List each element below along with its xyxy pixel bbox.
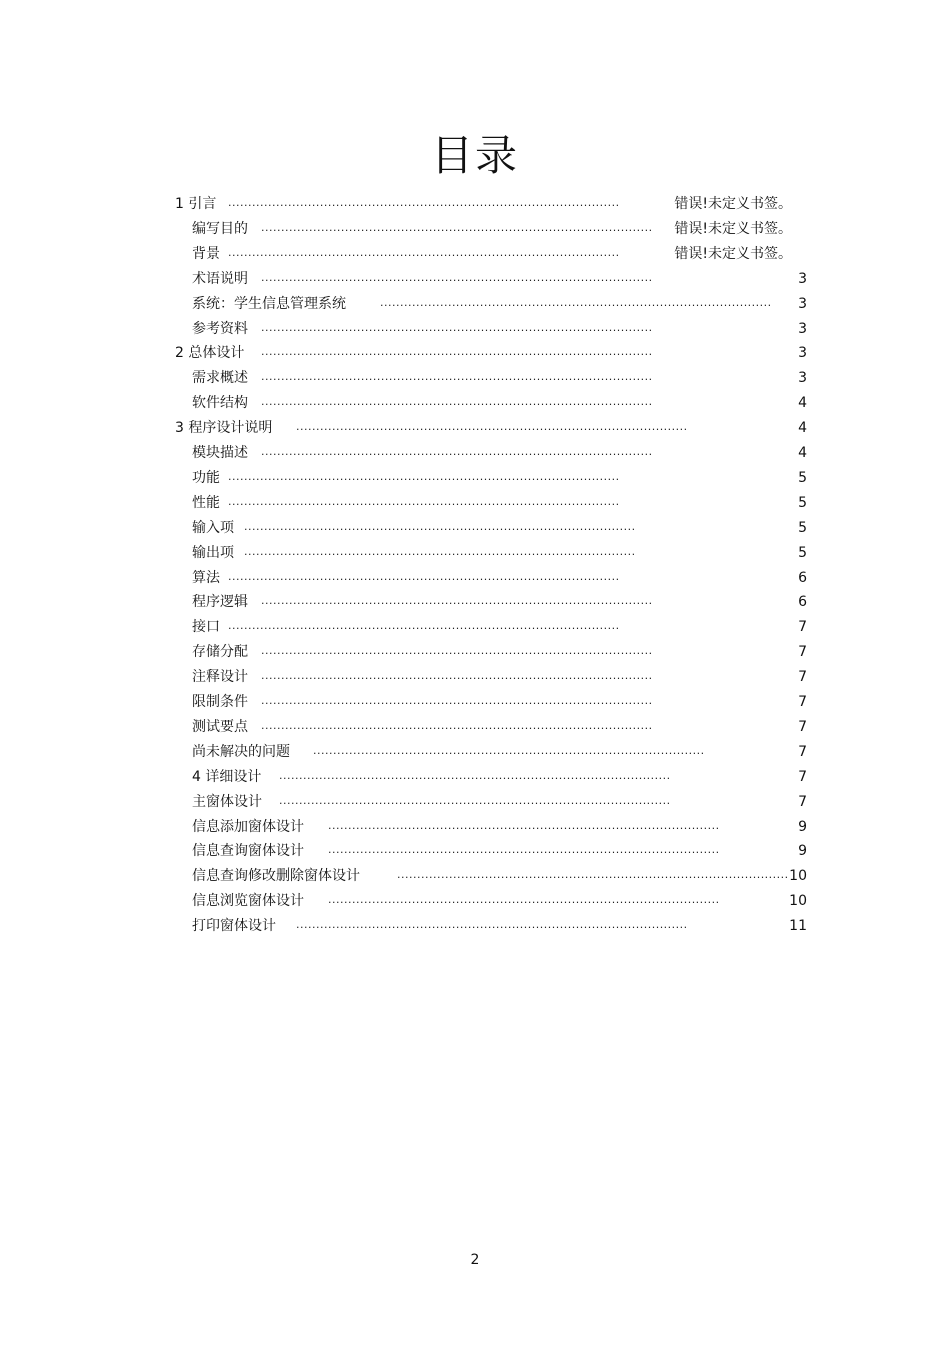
- toc-entry-page: 7: [798, 718, 807, 735]
- toc-entry-page: 10: [789, 868, 807, 885]
- toc-entry-page: 7: [798, 619, 807, 636]
- toc-dot-leader: ..................................................................................................: [380, 295, 772, 309]
- toc-entry-label: 编写目的: [192, 220, 248, 237]
- toc-row[interactable]: [0, 292, 950, 316]
- toc-entry-label: 限制条件: [192, 694, 248, 710]
- toc-row[interactable]: [0, 740, 950, 764]
- toc-entry-page: 7: [798, 768, 807, 785]
- toc-entry-label: 3 程序设计说明: [175, 420, 273, 437]
- toc-row[interactable]: [0, 541, 950, 565]
- toc-entry-label: 输入项: [192, 519, 234, 536]
- toc-row[interactable]: [0, 566, 950, 590]
- toc-entry-page: 3: [798, 370, 807, 387]
- toc-entry-label: 程序逻辑: [192, 594, 248, 611]
- toc-entry-page: 7: [798, 694, 807, 710]
- toc-row[interactable]: [0, 889, 950, 913]
- toc-dot-leader: ..................................................................................................: [244, 519, 636, 533]
- toc-entry-page: 5: [798, 494, 807, 511]
- toc-title: 目录: [430, 131, 519, 180]
- toc-entry-page: 6: [798, 569, 807, 586]
- toc-dot-leader: ..................................................................................................: [244, 544, 636, 558]
- toc-entry-label: 信息浏览窗体设计: [192, 893, 304, 910]
- toc-entry-page: 5: [798, 519, 807, 536]
- toc-entry-page: 4: [798, 445, 807, 461]
- toc-dot-leader: ..................................................................................................: [228, 245, 620, 259]
- toc-entry-label: 主窗体设计: [192, 793, 262, 810]
- toc-entry-label: 信息查询窗体设计: [192, 843, 304, 860]
- toc-dot-leader: ..................................................................................................: [313, 743, 705, 757]
- toc-entry-page: 3: [798, 345, 807, 362]
- toc-entry-label: 术语说明: [192, 270, 248, 287]
- toc-dot-leader: ..................................................................................................: [328, 843, 720, 857]
- toc-row[interactable]: [0, 217, 950, 241]
- toc-entry-page: 6: [798, 594, 807, 611]
- toc-row[interactable]: [0, 466, 950, 490]
- toc-row[interactable]: [0, 391, 950, 415]
- toc-row[interactable]: [0, 192, 950, 216]
- toc-row[interactable]: [0, 690, 950, 714]
- toc-dot-leader: ..................................................................................................: [261, 718, 653, 732]
- toc-dot-leader: ..................................................................................................: [261, 370, 653, 384]
- toc-row[interactable]: [0, 715, 950, 739]
- toc-row[interactable]: [0, 665, 950, 689]
- toc-row[interactable]: [0, 267, 950, 291]
- toc-entry-label: 性能: [192, 494, 220, 511]
- toc-row[interactable]: [0, 341, 950, 365]
- table-of-contents: [0, 192, 950, 952]
- toc-entry-page: 错误!未定义书签。: [674, 245, 792, 262]
- toc-entry-label: 测试要点: [192, 718, 248, 735]
- toc-entry-label: 参考资料: [192, 320, 248, 337]
- toc-entry-label: 需求概述: [192, 370, 248, 387]
- toc-row[interactable]: [0, 242, 950, 266]
- toc-entry-label: 注释设计: [192, 669, 248, 686]
- toc-entry-page: 3: [798, 295, 807, 312]
- toc-entry-label: 2 总体设计: [175, 345, 245, 362]
- toc-dot-leader: ..................................................................................................: [296, 918, 688, 932]
- page-number: 2: [470, 1252, 480, 1268]
- toc-entry-page: 11: [789, 918, 807, 935]
- toc-row[interactable]: [0, 441, 950, 465]
- toc-entry-page: 7: [798, 793, 807, 810]
- toc-entry-label: 4 详细设计: [192, 768, 262, 785]
- toc-entry-label: 信息添加窗体设计: [192, 818, 304, 835]
- toc-row[interactable]: [0, 516, 950, 540]
- toc-entry-label: 信息查询修改删除窗体设计: [192, 868, 360, 885]
- toc-dot-leader: ..................................................................................................: [261, 395, 653, 409]
- toc-entry-label: 1 引言: [175, 196, 217, 212]
- toc-dot-leader: ..................................................................................................: [261, 594, 653, 608]
- toc-entry-label: 算法: [192, 569, 220, 586]
- toc-dot-leader: ..................................................................................................: [279, 793, 671, 807]
- toc-dot-leader: ..................................................................................................: [397, 868, 789, 882]
- toc-dot-leader: ..................................................................................................: [228, 196, 620, 209]
- toc-dot-leader: ..................................................................................................: [296, 420, 688, 434]
- toc-row[interactable]: [0, 615, 950, 639]
- toc-dot-leader: ..................................................................................................: [228, 494, 620, 508]
- toc-row[interactable]: [0, 491, 950, 515]
- toc-row[interactable]: [0, 416, 950, 440]
- toc-row[interactable]: [0, 590, 950, 614]
- toc-entry-label: 尚未解决的问题: [192, 743, 290, 760]
- toc-dot-leader: ..................................................................................................: [261, 345, 653, 359]
- toc-entry-label: 模块描述: [192, 445, 248, 461]
- toc-entry-page: 5: [798, 469, 807, 486]
- toc-entry-page: 7: [798, 669, 807, 686]
- toc-dot-leader: ..................................................................................................: [261, 320, 653, 334]
- toc-row[interactable]: [0, 765, 950, 789]
- toc-dot-leader: ..................................................................................................: [328, 893, 720, 907]
- toc-dot-leader: ..................................................................................................: [261, 669, 653, 683]
- toc-dot-leader: ..................................................................................................: [228, 569, 620, 583]
- toc-entry-label: 背景: [192, 245, 220, 262]
- toc-entry-page: 4: [798, 395, 807, 412]
- toc-entry-page: 错误!未定义书签。: [674, 220, 792, 237]
- toc-entry-page: 9: [798, 843, 807, 860]
- toc-entry-label: 系统：学生信息管理系统: [192, 295, 346, 312]
- toc-entry-page: 5: [798, 544, 807, 561]
- toc-entry-label: 打印窗体设计: [192, 918, 276, 935]
- toc-dot-leader: ..................................................................................................: [261, 694, 653, 707]
- toc-row[interactable]: [0, 790, 950, 814]
- toc-entry-page: 9: [798, 818, 807, 835]
- toc-row[interactable]: [0, 317, 950, 341]
- toc-entry-page: 3: [798, 320, 807, 337]
- toc-dot-leader: ..................................................................................................: [261, 644, 653, 658]
- toc-row[interactable]: [0, 366, 950, 390]
- toc-entry-label: 接口: [192, 619, 220, 636]
- toc-dot-leader: ..................................................................................................: [228, 469, 620, 483]
- toc-dot-leader: ..................................................................................................: [261, 445, 653, 458]
- toc-dot-leader: ..................................................................................................: [279, 768, 671, 782]
- toc-row[interactable]: [0, 914, 950, 938]
- toc-entry-label: 输出项: [192, 544, 234, 561]
- toc-entry-label: 软件结构: [192, 395, 248, 412]
- toc-entry-page: 4: [798, 420, 807, 437]
- toc-row[interactable]: [0, 640, 950, 664]
- toc-dot-leader: ..................................................................................................: [328, 818, 720, 832]
- toc-dot-leader: ..................................................................................................: [228, 619, 620, 633]
- toc-entry-label: 功能: [192, 469, 220, 486]
- toc-entry-page: 7: [798, 743, 807, 760]
- toc-entry-label: 存储分配: [192, 644, 248, 661]
- toc-row[interactable]: [0, 864, 950, 888]
- toc-entry-page: 3: [798, 270, 807, 287]
- toc-entry-page: 7: [798, 644, 807, 661]
- toc-entry-page: 10: [789, 893, 807, 910]
- toc-entry-page: 错误!未定义书签。: [674, 196, 792, 212]
- toc-dot-leader: ..................................................................................................: [261, 270, 653, 284]
- toc-row[interactable]: [0, 815, 950, 839]
- toc-row[interactable]: [0, 839, 950, 863]
- toc-dot-leader: ..................................................................................................: [261, 220, 653, 234]
